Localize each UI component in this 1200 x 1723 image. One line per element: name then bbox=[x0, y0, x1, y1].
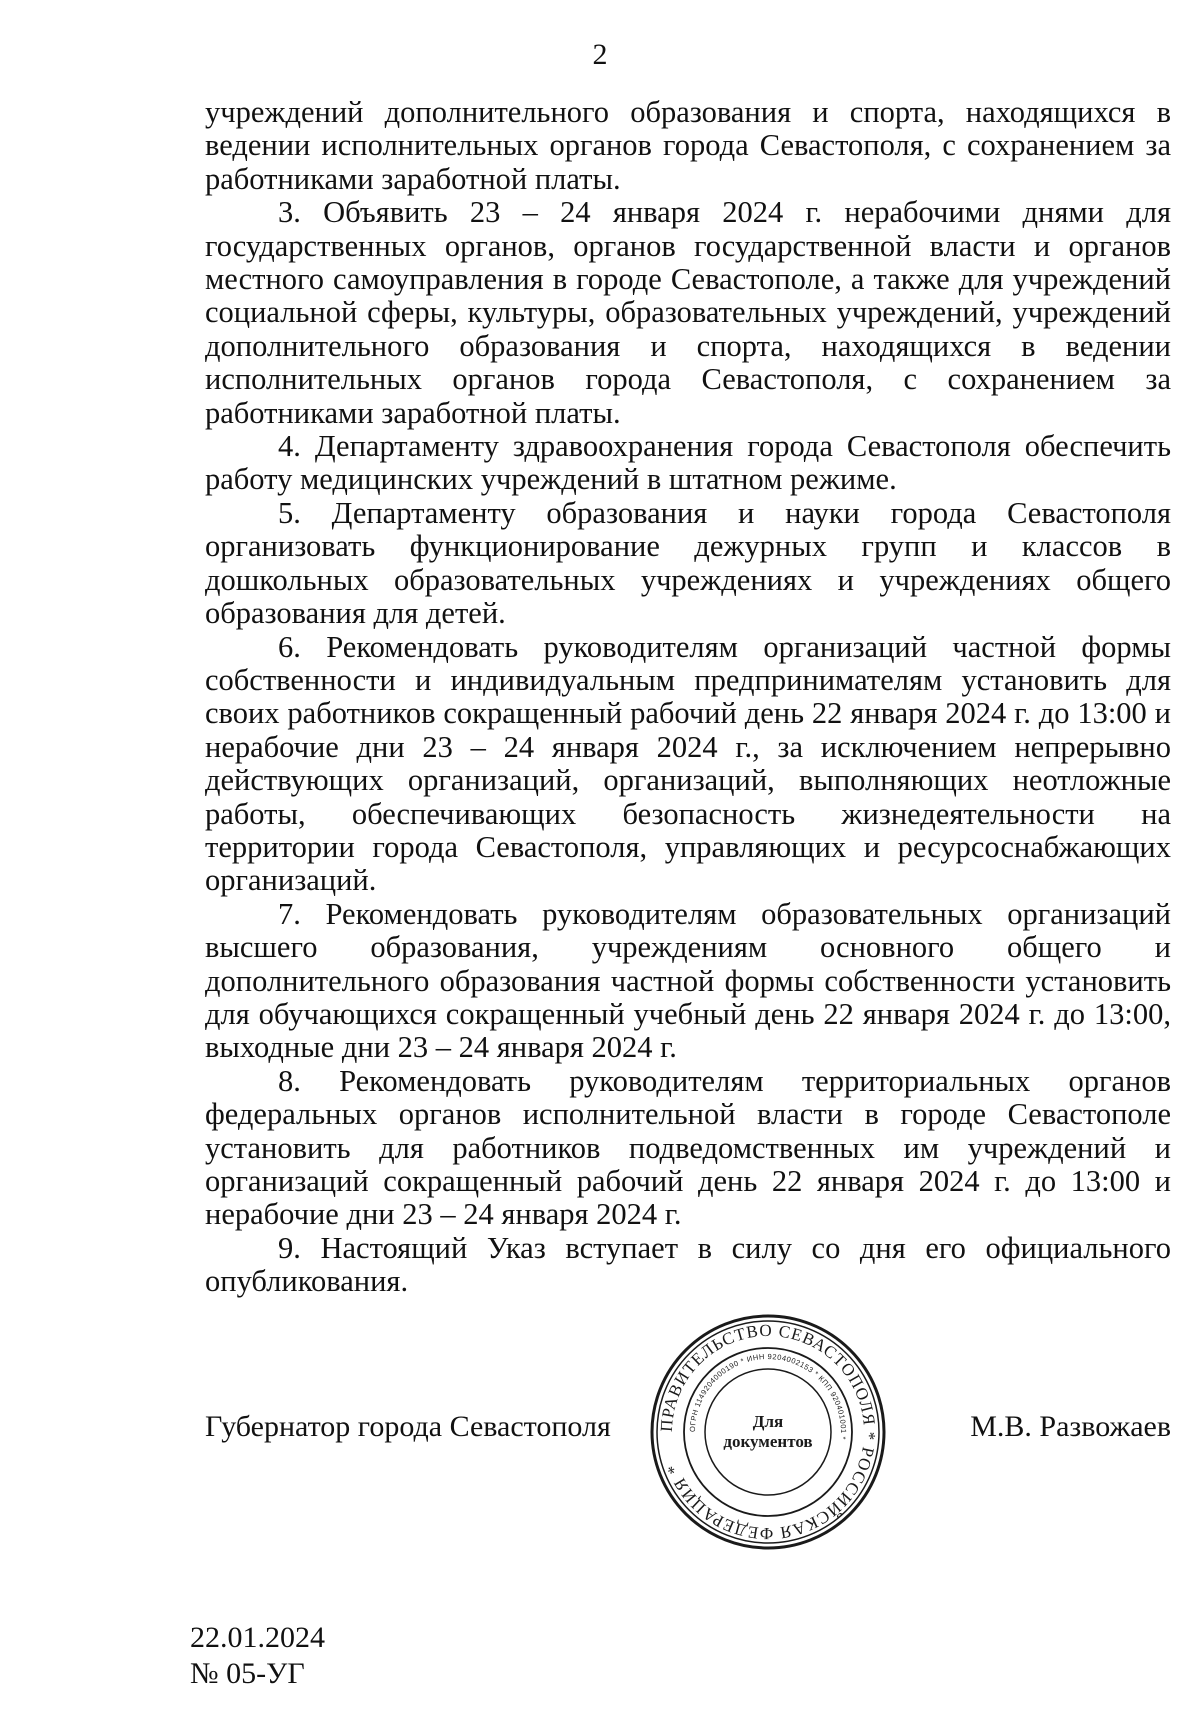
signatory-title: Губернатор города Севастополя bbox=[205, 1410, 611, 1443]
paragraph-8: 9. Настоящий Указ вступает в силу со дня его официального опубликования. bbox=[205, 1230, 1171, 1299]
document-footer bbox=[190, 1620, 325, 1692]
page-number: 2 bbox=[592, 38, 608, 71]
paragraph-1: учреждений дополнительного образования и спорта, находящихся в ведении исполнительных органов города Севастополя, с сохранением за работниками заработной платы. bbox=[205, 95, 1171, 196]
document-body bbox=[205, 96, 1171, 1299]
paragraph-5: 6. Рекомендовать руководителям организаций частной формы собственности и индивидуальным предпринимателям установить для своих работников сокращенный рабочий день 22 января 2024 г. до 13:00 и нерабочие дни 23 – 24 января 2024 г., за исключением непрерывно действующих организаций, организаций, выполняющих неотложные работы, обеспечивающих безопасность жизнедеятельности на территории города Севастополя, управляющих и ресурсоснабжающих организаций. bbox=[205, 629, 1171, 898]
paragraph-2: 3. Объявить 23 – 24 января 2024 г. нерабочими днями для государственных органов, органов государственной власти и органов местного самоуправления в городе Севастополе, а также для учреждений социальной сферы, культуры, образовательных учреждений, учреждений дополнительного образования и спорта, находящихся в ведении исполнительных органов города Севастополя, с сохранением за работниками заработной платы. bbox=[205, 195, 1171, 430]
paragraph-7: 8. Рекомендовать руководителям территориальных органов федеральных органов исполнительной власти в городе Севастополе установить для работников подведомственных им учреждений и организаций сокращенный рабочий день 22 января 2024 г. до 13:00 и нерабочие дни 23 – 24 января 2024 г. bbox=[205, 1063, 1171, 1232]
paragraph-6: 7. Рекомендовать руководителям образовательных организаций высшего образования, учреждениям основного общего и дополнительного образования частной формы собственности установить для обучающихся сокращенный учебный день 22 января 2024 г. до 13:00, выходные дни 23 – 24 января 2024 г. bbox=[205, 896, 1171, 1065]
seal-center-line-1: Для bbox=[752, 1412, 784, 1431]
seal-outer-text: ПРАВИТЕЛЬСТВО СЕВАСТОПОЛЯ * РОССИЙСКАЯ ФЕДЕРАЦИЯ * bbox=[656, 1320, 880, 1544]
seal-center-line-2: документов bbox=[723, 1432, 813, 1451]
seal-inner-text: ОГРН 1149204000190 * ИНН 9204002153 * КПП 920401001 * bbox=[687, 1351, 849, 1441]
paragraph-4: 5. Департаменту образования и науки города Севастополя организовать функционирование дежурных групп и классов в дошкольных образовательных учреждениях и учреждениях общего образования для детей. bbox=[205, 495, 1171, 631]
paragraph-3: 4. Департаменту здравоохранения города Севастополя обеспечить работу медицинских учреждений в штатном режиме. bbox=[205, 429, 1171, 497]
official-seal-stamp bbox=[648, 1312, 888, 1552]
signatory-name: М.В. Развожаев bbox=[970, 1410, 1171, 1443]
document-date: 22.01.2024 bbox=[190, 1621, 325, 1654]
document-number: № 05-УГ bbox=[190, 1657, 305, 1690]
